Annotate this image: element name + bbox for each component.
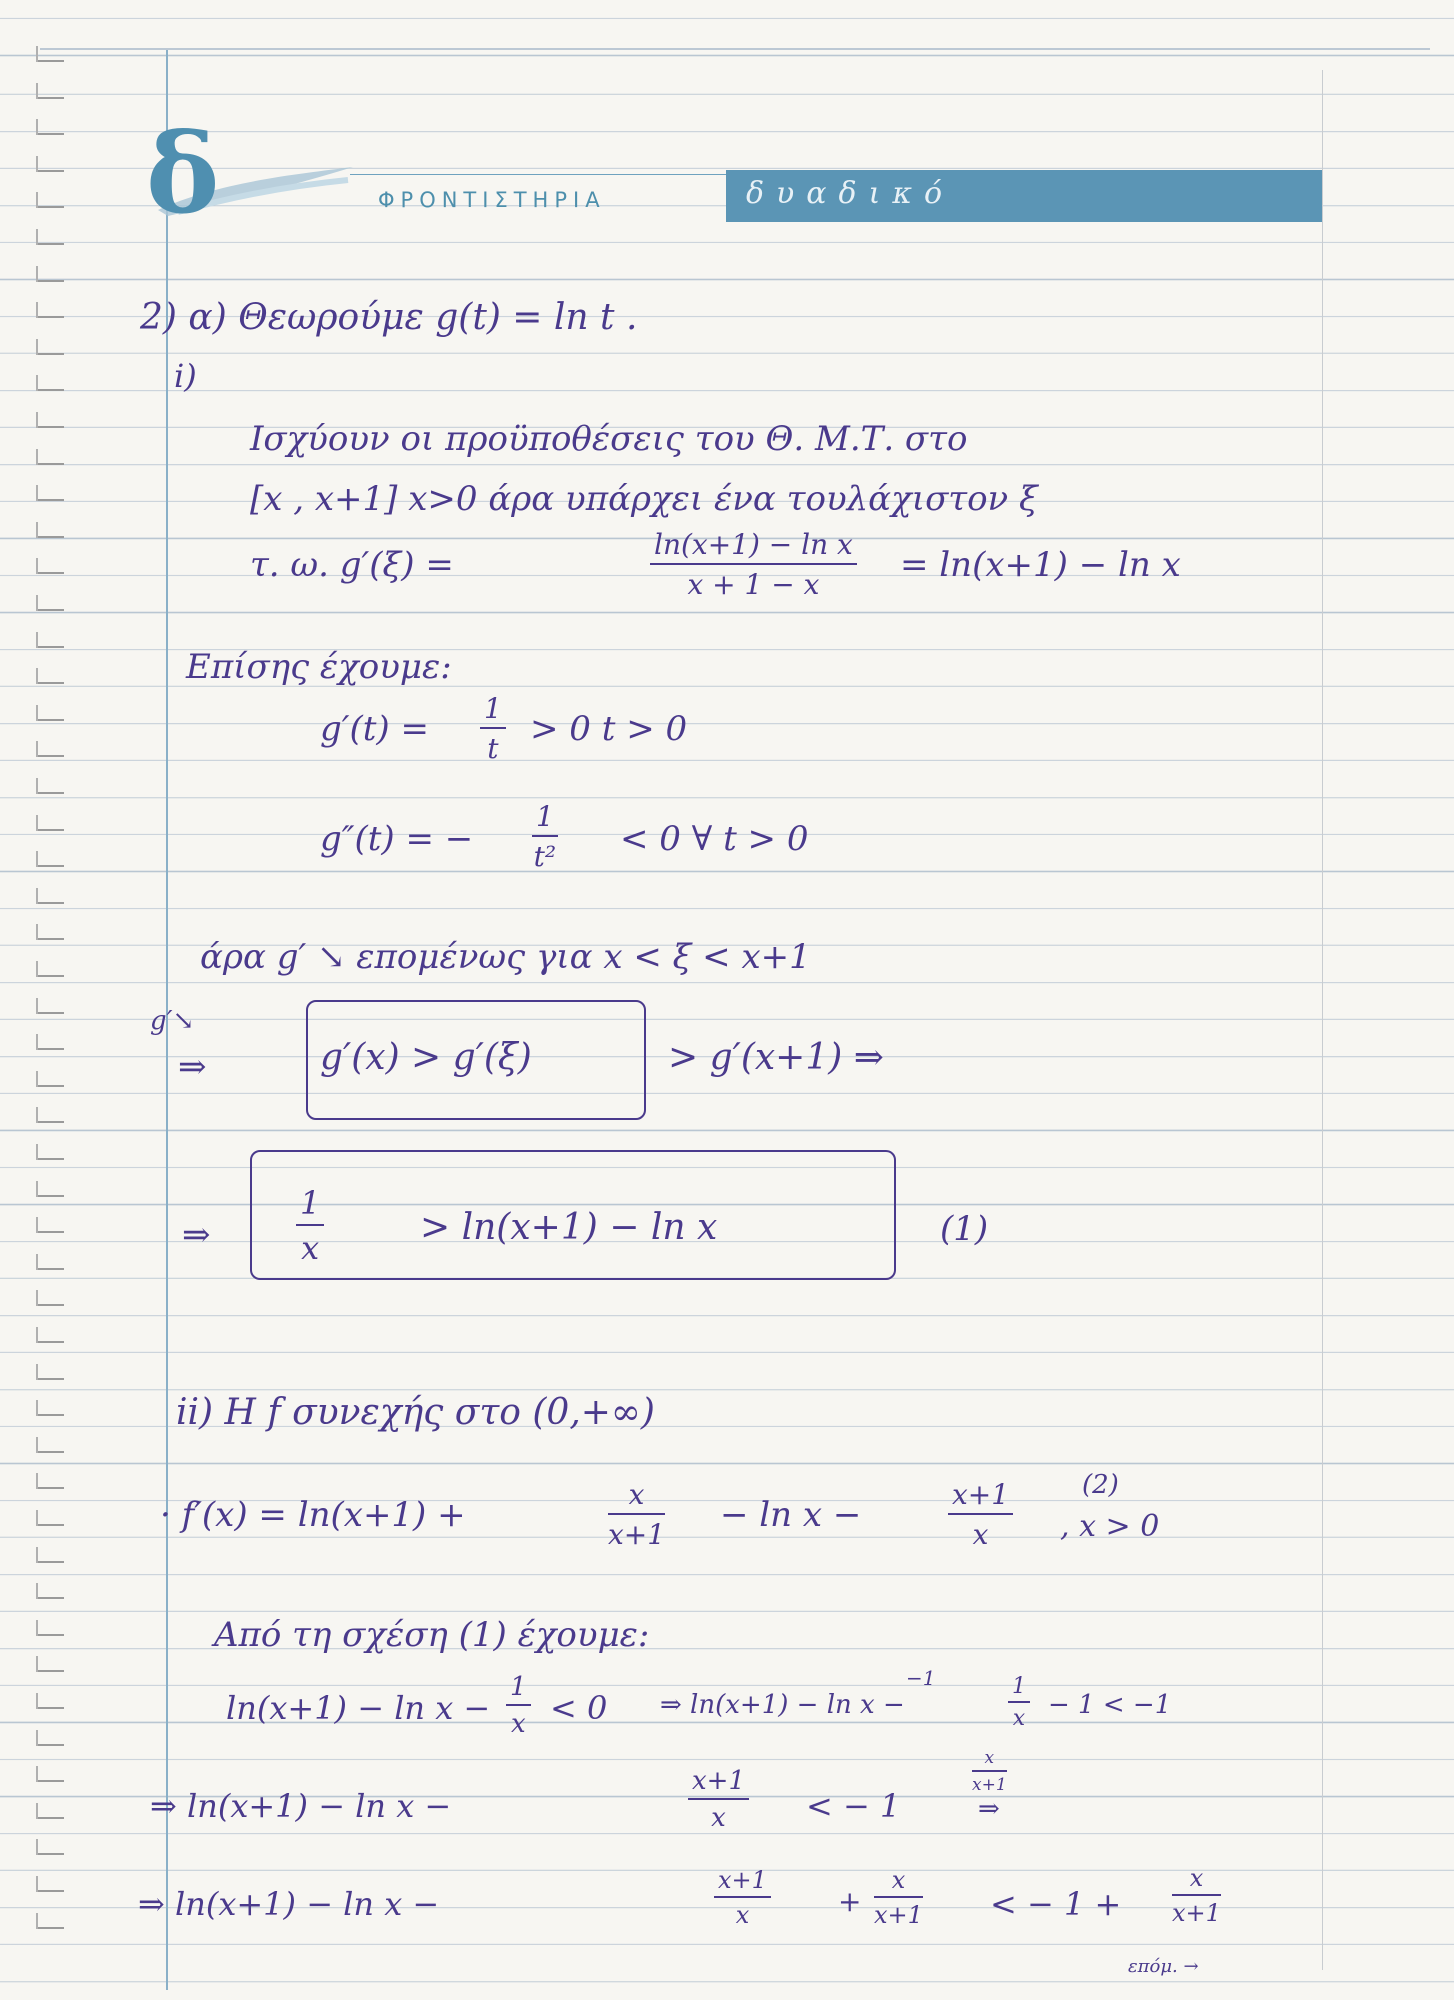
fraction-mvt-den: x + 1 − x xyxy=(687,568,820,601)
binding-hole xyxy=(38,97,64,99)
fraction-x-over-x1-den: x+1 xyxy=(608,1518,666,1551)
header-title: ΦΡΟΝΤΙΣΤΗΡΙΑ xyxy=(378,188,606,212)
line-17a: ⇒ ln(x+1) − ln x − xyxy=(138,1885,440,1923)
line-16c: ⇒ xyxy=(978,1794,1000,1824)
binding-hole xyxy=(38,1890,64,1892)
line-15a: ln(x+1) − ln x − xyxy=(226,1689,491,1727)
binding-hole xyxy=(38,1085,64,1087)
binding-hole xyxy=(38,755,64,757)
line-5b: = ln(x+1) − ln x xyxy=(900,545,1181,585)
fraction-16-num: x+1 xyxy=(688,1766,749,1800)
line-8a: g″(t) = − xyxy=(320,819,474,859)
line-13a: · f′(x) = ln(x+1) + xyxy=(160,1495,466,1535)
fraction-gprime xyxy=(480,692,506,765)
line-2: i) xyxy=(174,357,197,395)
line-13b: − ln x − xyxy=(720,1495,862,1535)
line-15e: −1 xyxy=(906,1666,936,1690)
binding-hole xyxy=(38,280,64,282)
binding-hole xyxy=(38,1524,64,1526)
fraction-17a-den: x xyxy=(735,1901,750,1929)
fraction-x-over-x1-num: x xyxy=(608,1478,665,1515)
line-4: [x , x+1] x>0 άρα υπάρχει ένα τουλάχιστον ξ xyxy=(250,479,1038,519)
fraction-1-over-x-num: 1 xyxy=(296,1184,324,1226)
binding-hole xyxy=(38,1561,64,1563)
line-15c: ⇒ ln(x+1) − ln x − xyxy=(660,1690,905,1720)
delta-logo xyxy=(138,112,358,222)
binding-hole xyxy=(38,865,64,867)
fraction-15-den: x xyxy=(510,1709,526,1739)
binding-hole xyxy=(38,170,64,172)
fraction-1-over-x-den: x xyxy=(301,1229,320,1267)
binding-hole xyxy=(38,902,64,904)
binding-hole xyxy=(38,499,64,501)
line-10c: g′(x) > g′(ξ) xyxy=(320,1037,532,1078)
line-16b: < − 1 xyxy=(806,1787,901,1825)
fraction-17c-num: x xyxy=(1172,1864,1221,1896)
line-17b: + xyxy=(838,1885,862,1918)
binding-hole xyxy=(38,133,64,135)
binding-hole xyxy=(38,829,64,831)
header-band xyxy=(726,170,1322,222)
fraction-gprime-den: t xyxy=(487,732,499,765)
binding-hole xyxy=(38,1341,64,1343)
binding-hole xyxy=(38,975,64,977)
fraction-17b-num: x xyxy=(874,1866,923,1898)
line-9: άρα g′ ↘ επομένως για x < ξ < x+1 xyxy=(200,937,811,977)
binding-hole xyxy=(38,1597,64,1599)
line-13c: (2) xyxy=(1082,1470,1119,1500)
fraction-16-small-num: x xyxy=(972,1748,1007,1772)
fraction-17c-den: x+1 xyxy=(1172,1899,1221,1927)
line-11a: ⇒ xyxy=(182,1215,211,1255)
binding-hole xyxy=(38,1158,64,1160)
fraction-15b xyxy=(1008,1674,1030,1731)
line-6: Επίσης έχουμε: xyxy=(186,647,452,687)
top-rule xyxy=(40,48,1430,50)
fraction-gsecond-num: 1 xyxy=(532,800,558,837)
binding-hole xyxy=(38,1487,64,1489)
binding-hole xyxy=(38,1012,64,1014)
binding-hole xyxy=(38,1853,64,1855)
fraction-mvt xyxy=(650,528,857,601)
line-10d: > g′(x+1) ⇒ xyxy=(668,1037,884,1078)
binding-hole xyxy=(38,426,64,428)
binding-hole xyxy=(38,206,64,208)
line-14: Από τη σχέση (1) έχουμε: xyxy=(214,1615,650,1655)
binding-hole xyxy=(38,1378,64,1380)
line-11c: (1) xyxy=(940,1209,989,1249)
fraction-15b-num: 1 xyxy=(1008,1674,1030,1703)
line-7b: > 0 t > 0 xyxy=(530,709,688,749)
binding-hole xyxy=(38,463,64,465)
binding-hole xyxy=(38,316,64,318)
line-13d: , x > 0 xyxy=(1060,1509,1160,1544)
binding-hole xyxy=(38,572,64,574)
binding-hole xyxy=(38,646,64,648)
fraction-16 xyxy=(688,1766,749,1833)
line-1: 2) α) Θεωρούμε g(t) = ln t . xyxy=(140,297,638,338)
binding-hole xyxy=(38,682,64,684)
binding-hole xyxy=(38,1744,64,1746)
line-5a: τ. ω. g′(ξ) = xyxy=(250,545,454,585)
line-8b: < 0 ∀ t > 0 xyxy=(620,819,809,859)
binding-hole xyxy=(38,243,64,245)
binding-hole xyxy=(38,792,64,794)
binding-holes xyxy=(18,60,78,1960)
line-17c: < − 1 + xyxy=(990,1885,1122,1923)
binding-hole xyxy=(38,1927,64,1929)
fraction-17a-num: x+1 xyxy=(714,1866,771,1898)
fraction-gsecond-den: t² xyxy=(533,840,557,873)
binding-hole xyxy=(38,1414,64,1416)
binding-hole xyxy=(38,1634,64,1636)
binding-hole xyxy=(38,1780,64,1782)
binding-hole xyxy=(38,609,64,611)
binding-hole xyxy=(38,1268,64,1270)
binding-hole xyxy=(38,353,64,355)
header-rule xyxy=(350,174,726,175)
line-15d: − 1 < −1 xyxy=(1048,1690,1172,1720)
fraction-16-den: x xyxy=(711,1803,726,1833)
line-3: Ισχύουν οι προϋποθέσεις του Θ. Μ.Τ. στο xyxy=(250,419,968,459)
line-11b: > ln(x+1) − ln x xyxy=(420,1207,718,1248)
fraction-gprime-num: 1 xyxy=(480,692,506,729)
fraction-gsecond xyxy=(532,800,558,873)
right-rule xyxy=(1322,70,1323,1970)
fraction-15 xyxy=(506,1672,531,1739)
line-7a: g′(t) = xyxy=(320,709,429,749)
fraction-x1-over-x-den: x xyxy=(972,1518,989,1551)
binding-hole xyxy=(38,1817,64,1819)
fraction-mvt-num: ln(x+1) − ln x xyxy=(650,528,857,565)
binding-hole xyxy=(38,1707,64,1709)
binding-hole xyxy=(38,938,64,940)
binding-hole xyxy=(38,1451,64,1453)
binding-hole xyxy=(38,536,64,538)
binding-hole xyxy=(38,1670,64,1672)
binding-hole xyxy=(38,1048,64,1050)
fraction-17b xyxy=(874,1866,923,1929)
binding-hole xyxy=(38,719,64,721)
line-10a: g′↘ xyxy=(150,1006,195,1036)
logo-letter: δ xyxy=(146,112,220,222)
line-12: ii) Η f συνεχής στο (0,+∞) xyxy=(176,1392,655,1433)
fraction-15-num: 1 xyxy=(506,1672,531,1706)
fraction-17a xyxy=(714,1866,771,1929)
fraction-16-small xyxy=(972,1748,1007,1795)
brand-name: δυαδικό xyxy=(746,176,955,211)
binding-hole xyxy=(38,1304,64,1306)
fraction-17c xyxy=(1172,1864,1221,1927)
binding-hole xyxy=(38,1195,64,1197)
fraction-x1-over-x-num: x+1 xyxy=(948,1478,1013,1515)
binding-hole xyxy=(38,60,64,62)
line-16a: ⇒ ln(x+1) − ln x − xyxy=(150,1787,452,1825)
line-10b: ⇒ xyxy=(178,1047,207,1087)
binding-hole xyxy=(38,389,64,391)
fraction-17b-den: x+1 xyxy=(874,1901,923,1929)
fraction-x1-over-x xyxy=(948,1478,1013,1551)
fraction-15b-den: x xyxy=(1012,1706,1026,1731)
fraction-1-over-x xyxy=(296,1184,324,1267)
binding-hole xyxy=(38,1231,64,1233)
fraction-16-small-den: x+1 xyxy=(972,1775,1007,1795)
next-page-note: επόμ. → xyxy=(1128,1956,1199,1977)
binding-hole xyxy=(38,1121,64,1123)
fraction-x-over-x1 xyxy=(608,1478,665,1551)
line-15b: < 0 xyxy=(550,1689,608,1727)
